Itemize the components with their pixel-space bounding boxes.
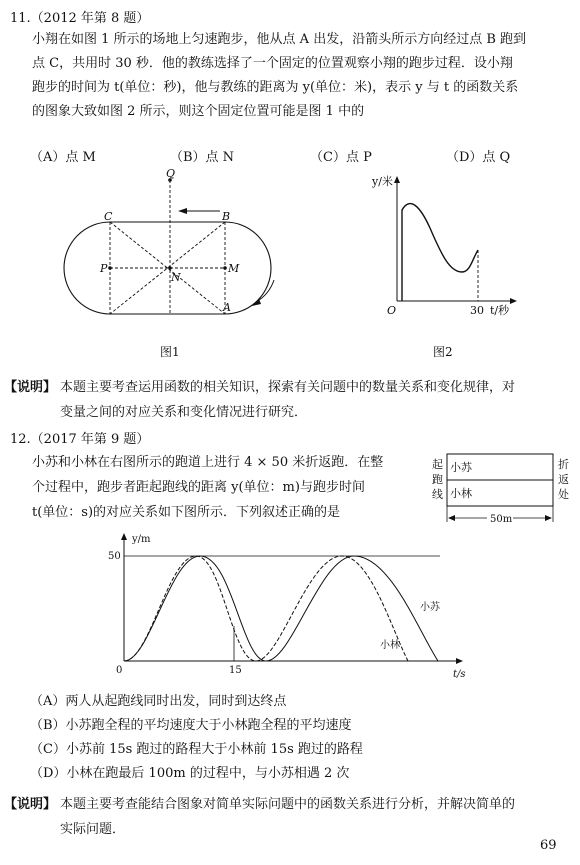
label-q: Q bbox=[166, 168, 176, 180]
q11-option-d: （D）点 Q bbox=[446, 150, 511, 165]
figure-2-graph bbox=[362, 168, 522, 318]
turn-point-char: 处 bbox=[558, 488, 569, 501]
q12-text-line: 个过程中，跑步者距起跑线的距离 y(单位：m)与跑步时间 bbox=[32, 480, 365, 495]
fig2-origin: O bbox=[387, 304, 397, 317]
curve-label-lin: 小林 bbox=[380, 640, 400, 651]
figure-1-caption: 图1 bbox=[160, 345, 180, 359]
q11-text-line: 的图象大致如图 2 所示，则这个固定位置可能是图 1 中的 bbox=[32, 104, 365, 119]
page-number: 69 bbox=[540, 838, 557, 853]
q11-text-line: 跑步的时间为 t(单位：秒)，他与教练的距离为 y(单位：米)，表示 y 与 t 的函数关系 bbox=[32, 80, 519, 95]
graph-ylabel: y/m bbox=[132, 534, 151, 545]
start-line-char: 跑 bbox=[432, 473, 443, 486]
q12-note-line: 本题主要考查能结合图象对简单实际问题中的函数关系进行分析，并解决简单的 bbox=[60, 797, 516, 812]
figure-1-track bbox=[60, 168, 300, 318]
label-m: M bbox=[228, 262, 240, 275]
q12-option-d: （D）小林在跑最后 100m 的过程中，与小苏相遇 2 次 bbox=[30, 766, 350, 781]
fig2-ylabel: y/米 bbox=[372, 175, 393, 188]
q12-number: 12.（2017 年第 9 题） bbox=[10, 432, 150, 447]
label-p: P bbox=[100, 262, 108, 275]
q11-option-c: （C）点 P bbox=[310, 150, 372, 165]
q11-note-line: 变量之间的对应关系和变化情况进行研究． bbox=[60, 405, 308, 420]
label-c: C bbox=[104, 210, 113, 223]
q11-text-line: 小翔在如图 1 所示的场地上匀速跑步，他从点 A 出发，沿箭头所示方向经过点 B 跑到 bbox=[32, 32, 527, 47]
q11-number: 11.（2012 年第 8 题） bbox=[10, 11, 150, 26]
q11-text-line: 点 C，共用时 30 秒．他的教练选择了一个固定的位置观察小翔的跑步过程．设小翔 bbox=[32, 56, 513, 71]
q12-note-line: 实际问题． bbox=[60, 822, 126, 837]
q12-option-c: （C）小苏前 15s 跑过的路程大于小林前 15s 跑过的路程 bbox=[30, 742, 363, 757]
figure-2-caption: 图2 bbox=[433, 345, 453, 359]
lane-su: 小苏 bbox=[450, 461, 472, 474]
track-length: 50m bbox=[490, 514, 513, 525]
label-n: N bbox=[171, 271, 181, 284]
q12-text-line: t(单位：s)的对应关系如下图所示．下列叙述正确的是 bbox=[32, 505, 341, 520]
q12-text-line: 小苏和小林在右图所示的跑道上进行 4 × 50 米折返跑．在整 bbox=[32, 455, 384, 470]
start-line-char: 起 bbox=[432, 458, 443, 471]
q11-note-line: 本题主要考查运用函数的相关知识，探索有关问题中的数量关系和变化规律，对 bbox=[60, 380, 516, 395]
q12-option-b: （B）小苏跑全程的平均速度大于小林跑全程的平均速度 bbox=[30, 718, 352, 733]
q11-option-b: （B）点 N bbox=[170, 150, 235, 165]
track-diagram bbox=[430, 452, 574, 530]
fig2-tick-30: 30 bbox=[470, 304, 484, 317]
q11-note-tag: 【说明】 bbox=[4, 380, 57, 395]
label-b: B bbox=[222, 210, 231, 223]
curve-label-su: 小苏 bbox=[420, 602, 440, 613]
turn-point-char: 返 bbox=[558, 473, 569, 486]
turn-point-char: 折 bbox=[558, 458, 569, 471]
start-line-char: 线 bbox=[432, 488, 443, 501]
graph-origin: 0 bbox=[116, 665, 123, 676]
distance-time-graph bbox=[108, 530, 468, 682]
q12-option-a: （A）两人从起跑线同时出发，同时到达终点 bbox=[30, 694, 287, 709]
fig2-xlabel: t/秒 bbox=[490, 304, 510, 317]
q11-option-a: （A）点 M bbox=[30, 150, 96, 165]
label-a: A bbox=[223, 301, 231, 314]
graph-xlabel: t/s bbox=[453, 669, 466, 680]
graph-x15: 15 bbox=[229, 665, 242, 676]
lane-lin: 小林 bbox=[450, 487, 472, 500]
graph-y50: 50 bbox=[108, 551, 121, 562]
q12-note-tag: 【说明】 bbox=[4, 797, 57, 812]
